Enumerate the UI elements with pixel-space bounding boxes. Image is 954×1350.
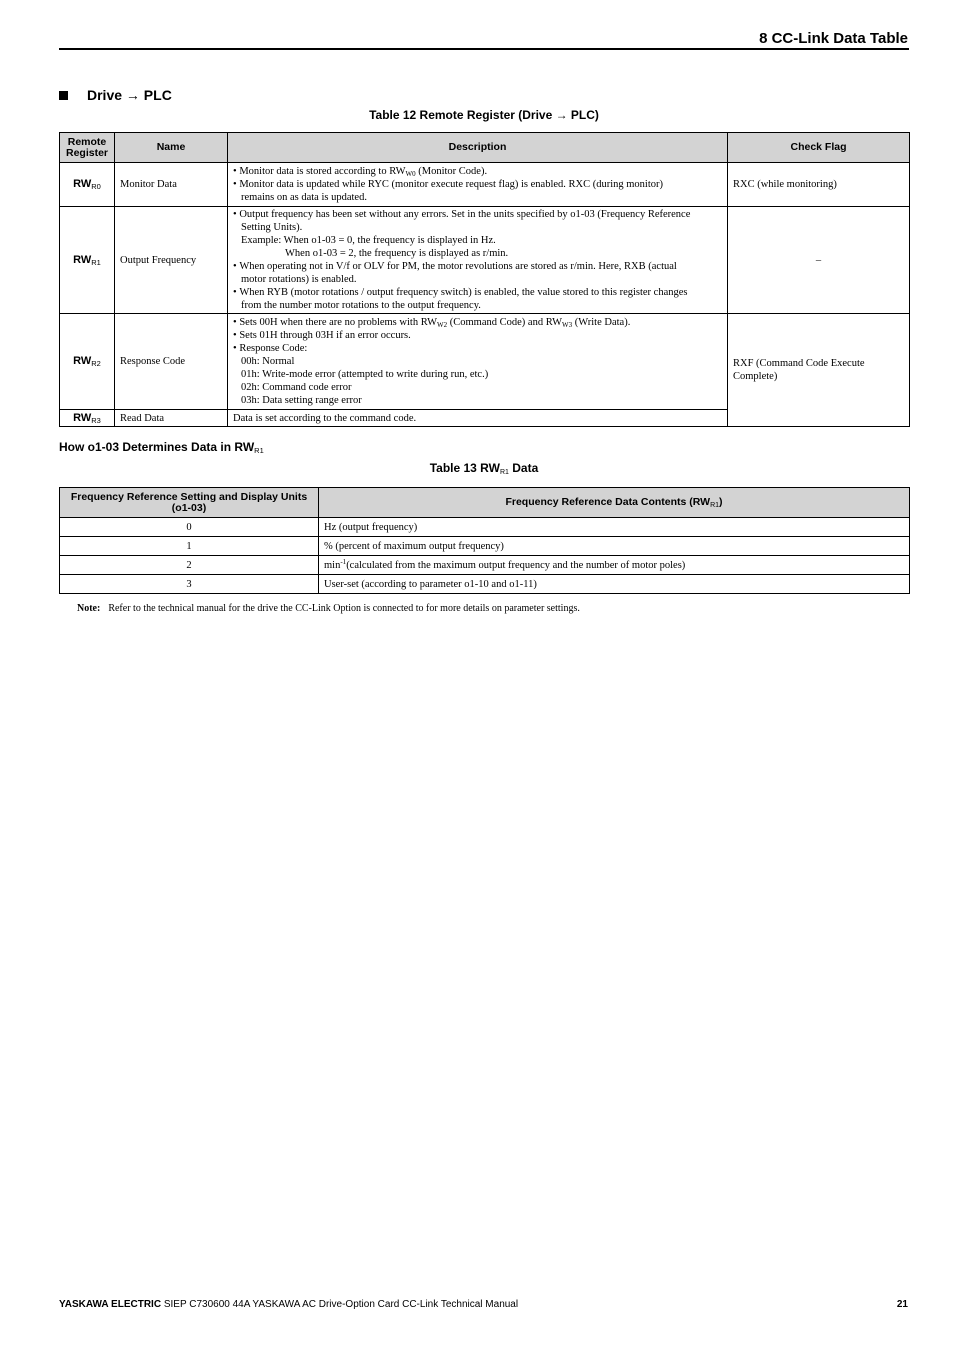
description-cell: • Monitor data is stored according to $RW_{W0}$ (Monitor Code). • Monitor data is updated while RYC (monitor execute request flag) is enabled. RXC (during monitor) remains on as data is updated. — [228, 163, 728, 207]
register-cell: $RW_{R0}$ — [60, 163, 115, 207]
description-cell: • Sets 00H when there are no problems with $RW_{W2}$ (Command Code) and $RW_{W3}$ (Write Data). • Sets 01H through 03H if an error occurs. • Response Code: 00h: Normal 01h: Write-mode error (attempted to write during run, etc.) 02h: Command code error 03h: Data setting range error — [228, 314, 728, 410]
description-cell: Data is set according to the command code. — [228, 410, 728, 427]
check-flag-cell: RXC (while monitoring) — [728, 163, 910, 207]
table-row — [60, 314, 910, 410]
column-header-name: Name — [115, 133, 228, 163]
table-row — [60, 207, 910, 314]
column-header-contents: Frequency Reference Data Contents $(RW_{R1})$ — [319, 488, 910, 518]
setting-cell: 3 — [60, 575, 319, 594]
name-cell: Response Code — [115, 314, 228, 410]
contents-cell: % (percent of maximum output frequency) — [319, 537, 910, 556]
table-header-row — [60, 133, 910, 163]
table13-caption: Table 13 $RW_{R1}$ Data — [429, 461, 539, 476]
name-cell: Read Data — [115, 410, 228, 427]
check-flag-cell: RXF (Command Code Execute Complete) — [728, 314, 910, 427]
page-header-title: 8 CC-Link Data Table — [759, 30, 908, 47]
footer-doc: SIEP C730600 44A YASKAWA AC Drive-Option Card CC-Link Technical Manual — [161, 1299, 519, 1310]
footer-document-info — [59, 1299, 518, 1310]
subheading-o1-03: How o1-03 Determines Data in $RW_{R1}$ — [59, 440, 264, 455]
description-cell: • Output frequency has been set without any errors. Set in the units specified by o1-03 (Frequency Reference Setting Units). Example: When o1-03 = 0, the frequency is displayed in Hz. When o1-03 = 2, the frequency is displayed as r/min. • When operating not in V/f or OLV for PM, the motor revolutions are stored as r/min. Here, RXB (actual motor rotations) is enabled. • When RYB (motor rotations / output frequency switch) is enabled, the value stored to this register changes from the number motor rotations to the output frequency. — [228, 207, 728, 314]
name-cell: Output Frequency — [115, 207, 228, 314]
column-header-setting: Frequency Reference Setting and Display Units (o1-03) — [60, 488, 319, 518]
remote-register-table — [59, 132, 910, 427]
table-row — [60, 575, 910, 594]
column-header-description: Description — [228, 133, 728, 163]
section-heading-text: Drive → PLC — [87, 87, 172, 103]
contents-cell: $\min^{-1}(calculated$ from the maximum output frequency and the number of motor poles) — [319, 556, 910, 575]
square-bullet-icon — [59, 91, 68, 100]
footer-brand: YASKAWA ELECTRIC — [59, 1299, 162, 1310]
register-cell: $RW_{R3}$ — [60, 410, 115, 427]
frequency-reference-table — [59, 487, 910, 594]
table-row — [60, 556, 910, 575]
register-cell: $RW_{R2}$ — [60, 314, 115, 410]
section-heading — [59, 87, 172, 103]
page-number: 21 — [896, 1299, 908, 1310]
contents-cell: User-set (according to parameter o1-10 and o1-11) — [319, 575, 910, 594]
header-rule — [59, 48, 909, 50]
setting-cell: 2 — [60, 556, 319, 575]
table-row — [60, 518, 910, 537]
table-header-row — [60, 488, 910, 518]
name-cell: Monitor Data — [115, 163, 228, 207]
table-row — [60, 163, 910, 207]
table-row — [60, 537, 910, 556]
note — [77, 603, 580, 614]
check-flag-cell: – — [728, 207, 910, 314]
setting-cell: 0 — [60, 518, 319, 537]
column-header-check-flag: Check Flag — [728, 133, 910, 163]
note-text: Refer to the technical manual for the drive the CC-Link Option is connected to for more details on parameter settings. — [108, 603, 580, 614]
register-cell: $RW_{R1}$ — [60, 207, 115, 314]
note-label: Note: — [77, 603, 101, 614]
column-header-register: Remote Register — [60, 133, 115, 163]
table12-caption: Table 12 Remote Register (Drive → PLC) — [369, 108, 599, 122]
setting-cell: 1 — [60, 537, 319, 556]
contents-cell: Hz (output frequency) — [319, 518, 910, 537]
